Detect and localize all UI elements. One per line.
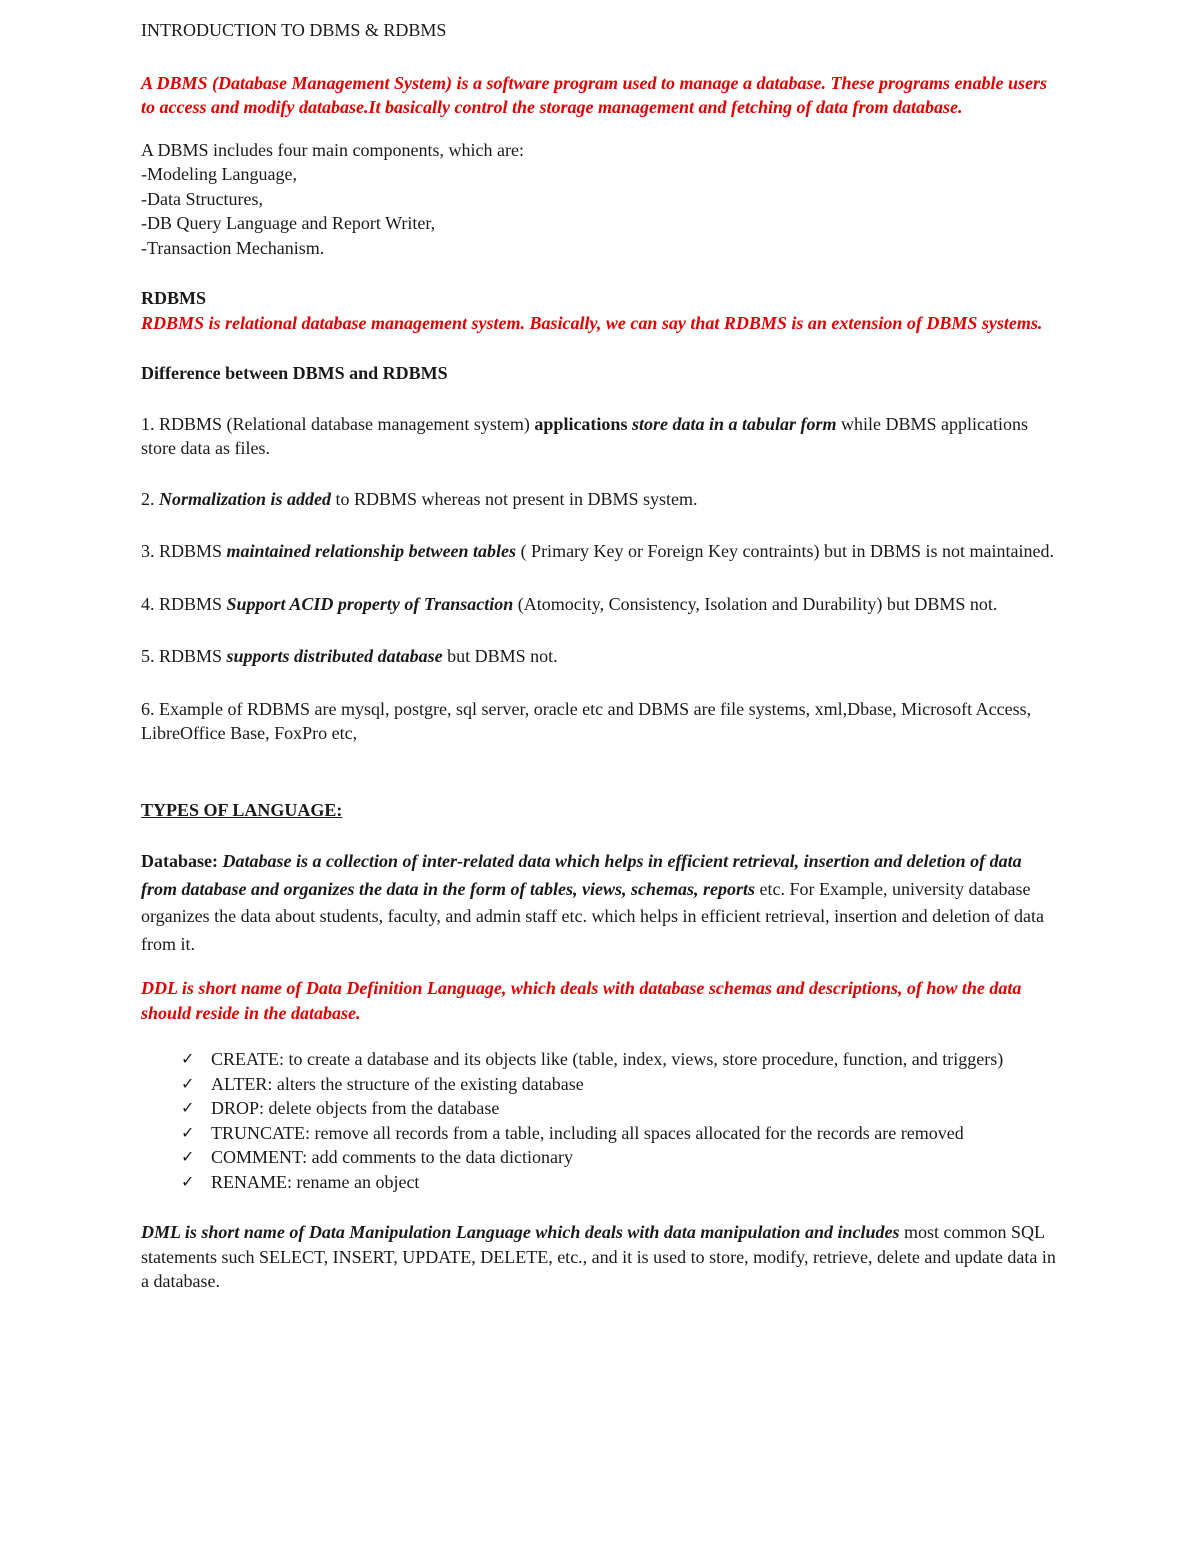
database-paragraph bbox=[141, 848, 1061, 958]
text: 5. RDBMS bbox=[141, 646, 227, 666]
ddl-definition: DDL is short name of Data Definition Language, which deals with database schemas and descriptions, of how the data should reside in the database. bbox=[141, 978, 1022, 1023]
check-icon: ✓ bbox=[181, 1049, 195, 1068]
ddl-command-item bbox=[181, 1170, 1061, 1195]
ddl-command-list bbox=[141, 1047, 1061, 1194]
ddl-command-item bbox=[181, 1121, 1061, 1146]
text: to RDBMS whereas not present in DBMS system. bbox=[331, 488, 698, 509]
difference-item-2 bbox=[141, 487, 1061, 512]
text: 3. RDBMS bbox=[141, 541, 227, 561]
component-item: -Transaction Mechanism. bbox=[141, 237, 325, 258]
text-emphasis: store data in a tabular form bbox=[631, 413, 837, 434]
text-emphasis: Normalization is added bbox=[159, 488, 332, 509]
text: 2. bbox=[141, 488, 159, 509]
difference-item-1 bbox=[141, 412, 1061, 461]
rdbms-definition: RDBMS is relational database management system. Basically, we can say that RDBMS is an extension of DBMS systems. bbox=[141, 312, 1043, 333]
ddl-command-text: COMMENT: add comments to the data dictionary bbox=[211, 1147, 574, 1167]
text: ( Primary Key or Foreign Key contraints) but in DBMS is not maintained. bbox=[516, 541, 1054, 561]
difference-heading: Difference between DBMS and RDBMS bbox=[141, 363, 448, 383]
ddl-command-text: DROP: delete objects from the database bbox=[211, 1098, 500, 1118]
check-icon: ✓ bbox=[181, 1073, 195, 1093]
text-emphasis: supports distributed database bbox=[226, 646, 443, 666]
ddl-command-text: ALTER: alters the structure of the existing database bbox=[211, 1073, 584, 1094]
difference-item-4 bbox=[141, 592, 1061, 617]
dml-paragraph bbox=[141, 1220, 1061, 1294]
text: etc. For Example, university database organizes the data about students, faculty, and admin staff etc. which helps in efficient retrieval, insertion and deletion of data from it. bbox=[141, 878, 1045, 954]
ddl-command-item bbox=[181, 1072, 1061, 1097]
dbms-definition: A DBMS (Database Management System) is a software program used to manage a database. These programs enable users to access and modify database.It basically control the storage management and fetching of data from database. bbox=[141, 72, 1048, 117]
text-emphasis: Support ACID property of Transaction bbox=[226, 593, 514, 614]
rdbms-heading: RDBMS bbox=[141, 288, 207, 308]
ddl-command-text: TRUNCATE: remove all records from a table, including all spaces allocated for the records are removed bbox=[211, 1122, 964, 1143]
text-emphasis: DML is short name of Data Manipulation Language which deals with data manipulation and includes bbox=[141, 1222, 900, 1242]
ddl-command-item bbox=[181, 1047, 1061, 1072]
text: while DBMS applications store data as files. bbox=[141, 413, 1028, 458]
document-title: INTRODUCTION TO DBMS & RDBMS bbox=[141, 20, 447, 40]
database-label: Database: bbox=[141, 851, 218, 871]
check-icon: ✓ bbox=[181, 1147, 195, 1166]
component-item: -Modeling Language, bbox=[141, 164, 297, 184]
ddl-command-text: CREATE: to create a database and its objects like (table, index, views, store procedure, function, and triggers) bbox=[211, 1049, 1004, 1069]
check-icon: ✓ bbox=[181, 1171, 195, 1191]
text: 4. RDBMS bbox=[141, 593, 227, 614]
difference-item-5 bbox=[141, 644, 1061, 669]
text: but DBMS not. bbox=[442, 646, 558, 666]
components-intro: A DBMS includes four main components, which are: bbox=[141, 139, 524, 160]
check-icon: ✓ bbox=[181, 1098, 195, 1117]
ddl-command-item bbox=[181, 1096, 1061, 1121]
ddl-command-item bbox=[181, 1145, 1061, 1170]
component-item: -Data Structures, bbox=[141, 188, 263, 209]
difference-item-3 bbox=[141, 539, 1061, 564]
types-heading: TYPES OF LANGUAGE: bbox=[141, 799, 343, 820]
text-bold: applications bbox=[534, 413, 632, 434]
component-item: -DB Query Language and Report Writer, bbox=[141, 213, 436, 233]
text: most common SQL statements such SELECT, INSERT, UPDATE, DELETE, etc., and it is used to store, modify, retrieve, delete and update data in a database. bbox=[141, 1222, 1056, 1291]
difference-item-6: 6. Example of RDBMS are mysql, postgre, sql server, oracle etc and DBMS are file systems, xml,Dbase, Microsoft Access, LibreOffice Base, FoxPro etc, bbox=[141, 698, 1032, 743]
text-emphasis: maintained relationship between tables bbox=[226, 541, 517, 561]
text: 1. RDBMS (Relational database management system) bbox=[141, 413, 535, 434]
text: (Atomocity, Consistency, Isolation and Durability) but DBMS not. bbox=[513, 593, 998, 614]
check-icon: ✓ bbox=[181, 1122, 195, 1142]
ddl-command-text: RENAME: rename an object bbox=[211, 1171, 420, 1192]
document-page bbox=[141, 18, 1061, 1294]
text-emphasis: Database is a collection of inter-related data which helps in efficient retrieval, insertion and deletion of data from database and organizes the data in the form of tables, views, schemas, reports bbox=[141, 851, 1022, 899]
